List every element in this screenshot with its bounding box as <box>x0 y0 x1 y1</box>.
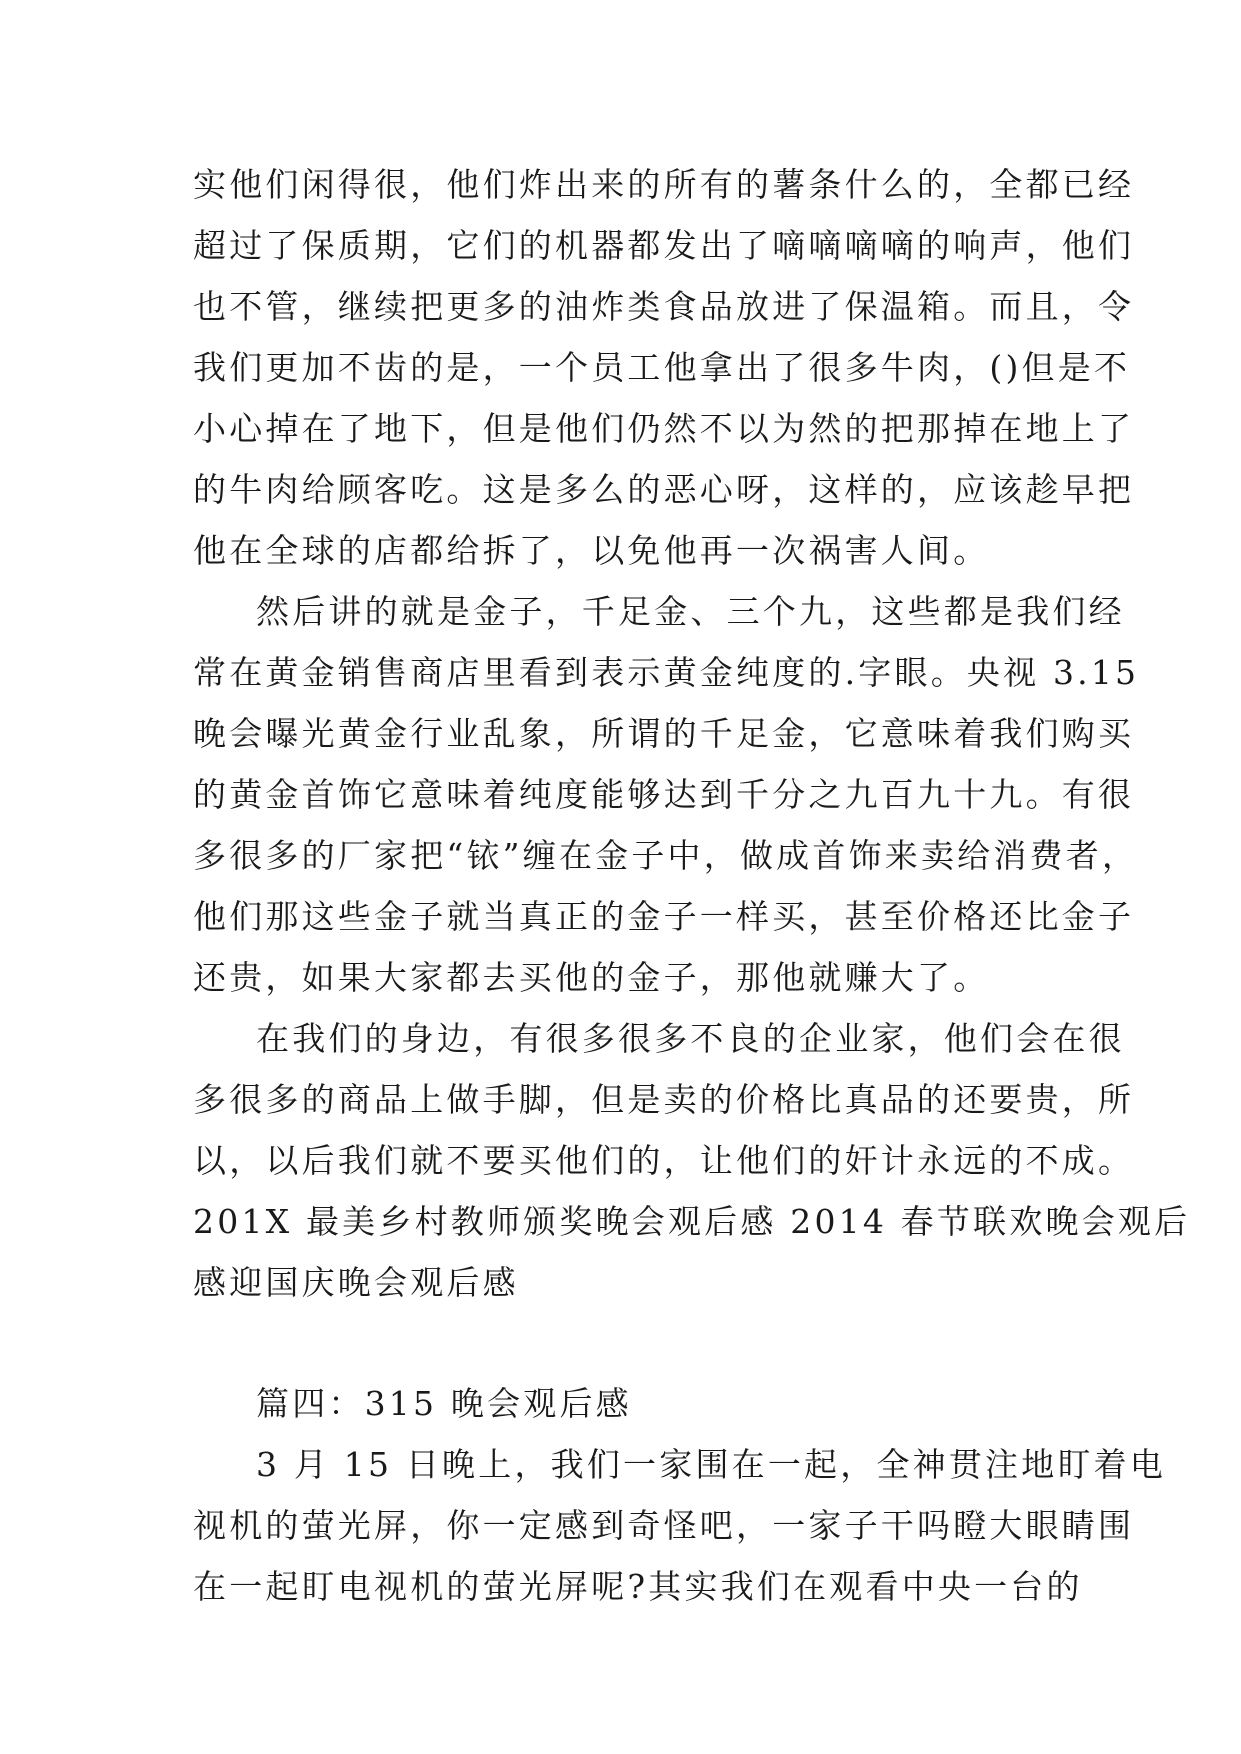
text-line: 实他们闲得很，他们炸出来的所有的薯条什么的，全都已经 <box>193 165 1135 204</box>
text-line: 201X 最美乡村教师颁奖晚会观后感 2014 春节联欢晚会观后 <box>193 1202 1191 1241</box>
text-line: 晚会曝光黄金行业乱象，所谓的千足金，它意味着我们购买 <box>193 714 1135 753</box>
text-line: 感迎国庆晚会观后感 <box>193 1263 519 1302</box>
text-line: 还贵，如果大家都去买他的金子，那他就赚大了。 <box>193 958 990 997</box>
section-heading: 篇四：315 晚会观后感 <box>256 1384 632 1423</box>
text-line: 视机的萤光屏，你一定感到奇怪吧，一家子干吗瞪大眼睛围 <box>193 1506 1135 1545</box>
paragraph-first-line: 3 月 15 日晚上，我们一家围在一起，全神贯注地盯着电 <box>256 1445 1167 1484</box>
text-line: 我们更加不齿的是，一个员工他拿出了很多牛肉，()但是不 <box>193 348 1131 387</box>
text-line: 以，以后我们就不要买他们的，让他们的奸计永远的不成。 <box>193 1141 1135 1180</box>
text-line: 小心掉在了地下，但是他们仍然不以为然的把那掉在地上了 <box>193 409 1135 448</box>
text-line: 常在黄金销售商店里看到表示黄金纯度的.字眼。央视 3.15 <box>193 653 1140 692</box>
text-line: 的黄金首饰它意味着纯度能够达到千分之九百九十九。有很 <box>193 775 1135 814</box>
paragraph-first-line: 在我们的身边，有很多很多不良的企业家，他们会在很 <box>256 1019 1125 1058</box>
text-line: 超过了保质期，它们的机器都发出了嘀嘀嘀嘀的响声，他们 <box>193 226 1135 265</box>
text-line: 也不管，继续把更多的油炸类食品放进了保温箱。而且，令 <box>193 287 1135 326</box>
text-line: 他在全球的店都给拆了，以免他再一次祸害人间。 <box>193 531 990 570</box>
paragraph-first-line: 然后讲的就是金子，千足金、三个九，这些都是我们经 <box>256 592 1125 631</box>
text-line: 在一起盯电视机的萤光屏呢?其实我们在观看中央一台的 <box>193 1567 1083 1606</box>
text-line: 多很多的商品上做手脚，但是卖的价格比真品的还要贵，所 <box>193 1080 1135 1119</box>
text-line: 多很多的厂家把“铱”缠在金子中，做成首饰来卖给消费者， <box>193 836 1139 875</box>
text-line: 的牛肉给顾客吃。这是多么的恶心呀，这样的，应该趁早把 <box>193 470 1135 509</box>
text-line: 他们那这些金子就当真正的金子一样买，甚至价格还比金子 <box>193 897 1135 936</box>
